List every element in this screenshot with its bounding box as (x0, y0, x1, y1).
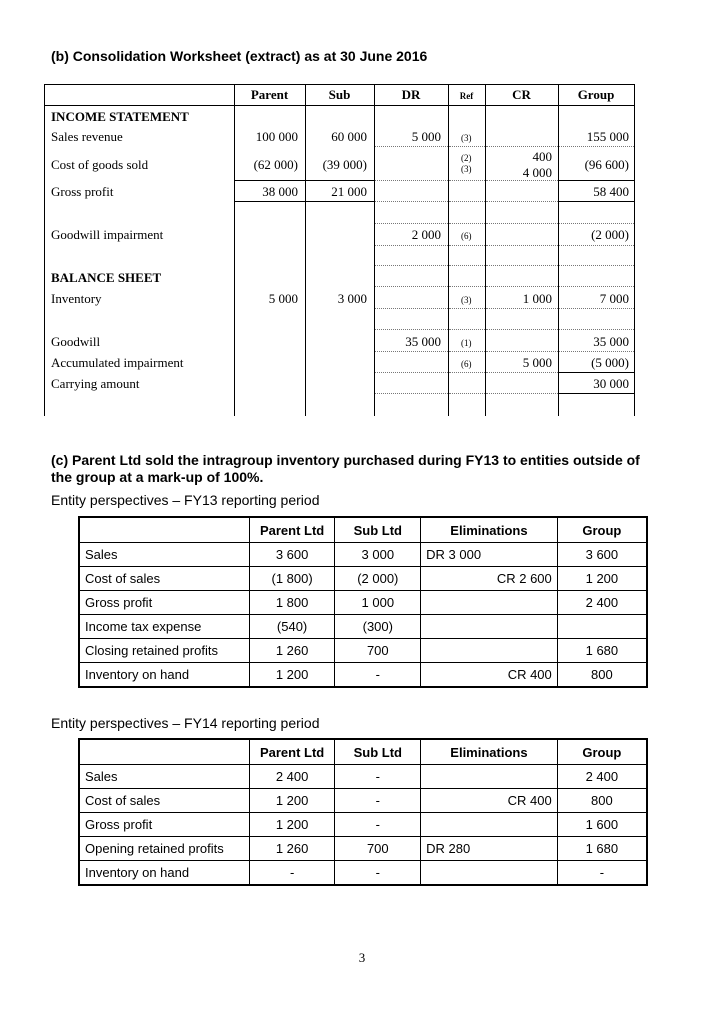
table-row (79, 765, 647, 789)
cogs-cr-1: 400 (532, 149, 552, 164)
group-value: - (557, 861, 647, 886)
sales-parent: 100 000 (255, 129, 298, 144)
sub-value: 700 (335, 837, 421, 861)
inventory-parent: 5 000 (268, 291, 298, 306)
fy14-header-row (79, 739, 647, 765)
group-value: 1 680 (557, 639, 647, 663)
group-value: 800 (557, 789, 647, 813)
goodwill-dr: 35 000 (405, 334, 441, 349)
row-goodwill-impairment-label: Goodwill impairment (51, 227, 164, 242)
fy13-header-row (79, 517, 647, 543)
accum-imp-ref: (6) (461, 359, 472, 369)
sub-value: - (335, 765, 421, 789)
ws-header-ref: Ref (459, 91, 474, 101)
inventory-cr: 1 000 (522, 291, 552, 306)
table-row (79, 837, 647, 861)
row-label: Sales (79, 765, 249, 789)
eliminations-value: CR 2 600 (421, 567, 558, 591)
eliminations-value: CR 400 (421, 789, 558, 813)
table-row (79, 789, 647, 813)
parent-value: 1 260 (249, 639, 335, 663)
group-value: 3 600 (557, 543, 647, 567)
cogs-parent: (62 000) (253, 157, 298, 172)
fy13-header-group: Group (557, 517, 647, 543)
parent-value: 1 200 (249, 663, 335, 688)
consolidation-worksheet (44, 84, 635, 416)
parent-value: 1 200 (249, 789, 335, 813)
fy13-header-parent: Parent Ltd (249, 517, 335, 543)
sales-sub: 60 000 (331, 129, 367, 144)
table-row (79, 567, 647, 591)
row-label: Cost of sales (79, 789, 249, 813)
row-label: Inventory on hand (79, 861, 249, 886)
sub-value: 3 000 (335, 543, 421, 567)
eliminations-value: CR 400 (421, 663, 558, 688)
accum-imp-group: (5 000) (591, 355, 629, 370)
table-row (79, 639, 647, 663)
row-goodwill-label: Goodwill (51, 334, 101, 349)
parent-value: (540) (249, 615, 335, 639)
ws-header-border (44, 105, 635, 106)
row-label: Income tax expense (79, 615, 249, 639)
row-cogs-label: Cost of goods sold (51, 157, 149, 172)
ws-header-group: Group (577, 87, 615, 102)
fy13-header-sub: Sub Ltd (335, 517, 421, 543)
row-label: Opening retained profits (79, 837, 249, 861)
fy14-table (78, 738, 648, 886)
table-row (79, 615, 647, 639)
inventory-group: 7 000 (599, 291, 629, 306)
cogs-group: (96 600) (584, 157, 629, 172)
ws-header-cr: CR (512, 87, 531, 102)
eliminations-value (421, 813, 558, 837)
group-value: 2 400 (557, 591, 647, 615)
balance-sheet-heading: BALANCE SHEET (51, 270, 162, 285)
income-statement-heading: INCOME STATEMENT (51, 109, 189, 124)
sub-value: 1 000 (335, 591, 421, 615)
eliminations-value (421, 765, 558, 789)
fy13-table (78, 516, 648, 688)
parent-value: (1 800) (249, 567, 335, 591)
parent-value: - (249, 861, 335, 886)
row-label: Closing retained profits (79, 639, 249, 663)
cogs-ref-1: (2) (461, 153, 472, 163)
gross-sub: 21 000 (331, 184, 367, 199)
goodwill-imp-dr: 2 000 (411, 227, 441, 242)
fy14-header-eliminations: Eliminations (421, 739, 558, 765)
eliminations-value: DR 280 (421, 837, 558, 861)
fy14-header-parent: Parent Ltd (249, 739, 335, 765)
accum-imp-cr: 5 000 (522, 355, 552, 370)
group-value: 800 (557, 663, 647, 688)
gross-parent: 38 000 (262, 184, 298, 199)
goodwill-ref: (1) (461, 338, 472, 348)
carrying-group: 30 000 (593, 376, 629, 391)
table-row (79, 663, 647, 688)
inventory-sub: 3 000 (337, 291, 367, 306)
row-accumulated-impairment-label: Accumulated impairment (51, 355, 184, 370)
fy13-header-eliminations: Eliminations (421, 517, 558, 543)
sub-value: - (335, 813, 421, 837)
section-b-title: (b) Consolidation Worksheet (extract) as at 30 June 2016 (51, 48, 428, 64)
goodwill-group: 35 000 (593, 334, 629, 349)
row-sales-label: Sales revenue (51, 129, 123, 144)
row-carrying-amount-label: Carrying amount (51, 376, 140, 391)
sub-value: - (335, 663, 421, 688)
parent-value: 3 600 (249, 543, 335, 567)
cogs-ref-2: (3) (461, 164, 472, 174)
section-c-title-line-1: (c) Parent Ltd sold the intragroup inventory purchased during FY13 to entities outside of (51, 452, 640, 468)
sales-ref: (3) (461, 133, 472, 143)
table-row (79, 543, 647, 567)
table-row (79, 813, 647, 837)
table-row (79, 591, 647, 615)
sales-group: 155 000 (586, 129, 629, 144)
parent-value: 2 400 (249, 765, 335, 789)
group-value: 1 680 (557, 837, 647, 861)
row-label: Sales (79, 543, 249, 567)
eliminations-value: DR 3 000 (421, 543, 558, 567)
table-row (79, 861, 647, 886)
cogs-cr-2: 4 000 (522, 165, 552, 180)
row-label: Inventory on hand (79, 663, 249, 688)
eliminations-value (421, 639, 558, 663)
goodwill-imp-ref: (6) (461, 231, 472, 241)
fy13-caption: Entity perspectives – FY13 reporting period (51, 492, 320, 508)
fy14-header-sub: Sub Ltd (335, 739, 421, 765)
parent-value: 1 260 (249, 837, 335, 861)
gross-group: 58 400 (593, 184, 629, 199)
sales-dr: 5 000 (411, 129, 441, 144)
row-label: Gross profit (79, 813, 249, 837)
sub-value: (300) (335, 615, 421, 639)
group-value: 1 200 (557, 567, 647, 591)
fy14-header-blank (79, 739, 249, 765)
row-label: Cost of sales (79, 567, 249, 591)
fy14-caption: Entity perspectives – FY14 reporting period (51, 715, 320, 731)
ws-header-dr: DR (401, 87, 421, 102)
sub-value: - (335, 789, 421, 813)
ws-header-sub: Sub (328, 87, 351, 102)
row-label: Gross profit (79, 591, 249, 615)
row-gross-label: Gross profit (51, 184, 114, 199)
goodwill-imp-group: (2 000) (591, 227, 629, 242)
group-value: 1 600 (557, 813, 647, 837)
cogs-sub: (39 000) (322, 157, 367, 172)
sub-value: 700 (335, 639, 421, 663)
ws-top-border (44, 84, 635, 85)
eliminations-value (421, 615, 558, 639)
eliminations-value (421, 591, 558, 615)
parent-value: 1 800 (249, 591, 335, 615)
sub-value: - (335, 861, 421, 886)
parent-value: 1 200 (249, 813, 335, 837)
ws-header-parent: Parent (250, 87, 289, 102)
page-number: 3 (358, 950, 366, 965)
group-value: 2 400 (557, 765, 647, 789)
sub-value: (2 000) (335, 567, 421, 591)
fy13-header-blank (79, 517, 249, 543)
row-inventory-label: Inventory (51, 291, 102, 306)
section-c-title-line-2: the group at a mark-up of 100%. (51, 469, 264, 485)
eliminations-value (421, 861, 558, 886)
group-value (557, 615, 647, 639)
inventory-ref: (3) (461, 295, 472, 305)
ws-left-border (44, 84, 45, 416)
fy14-header-group: Group (557, 739, 647, 765)
